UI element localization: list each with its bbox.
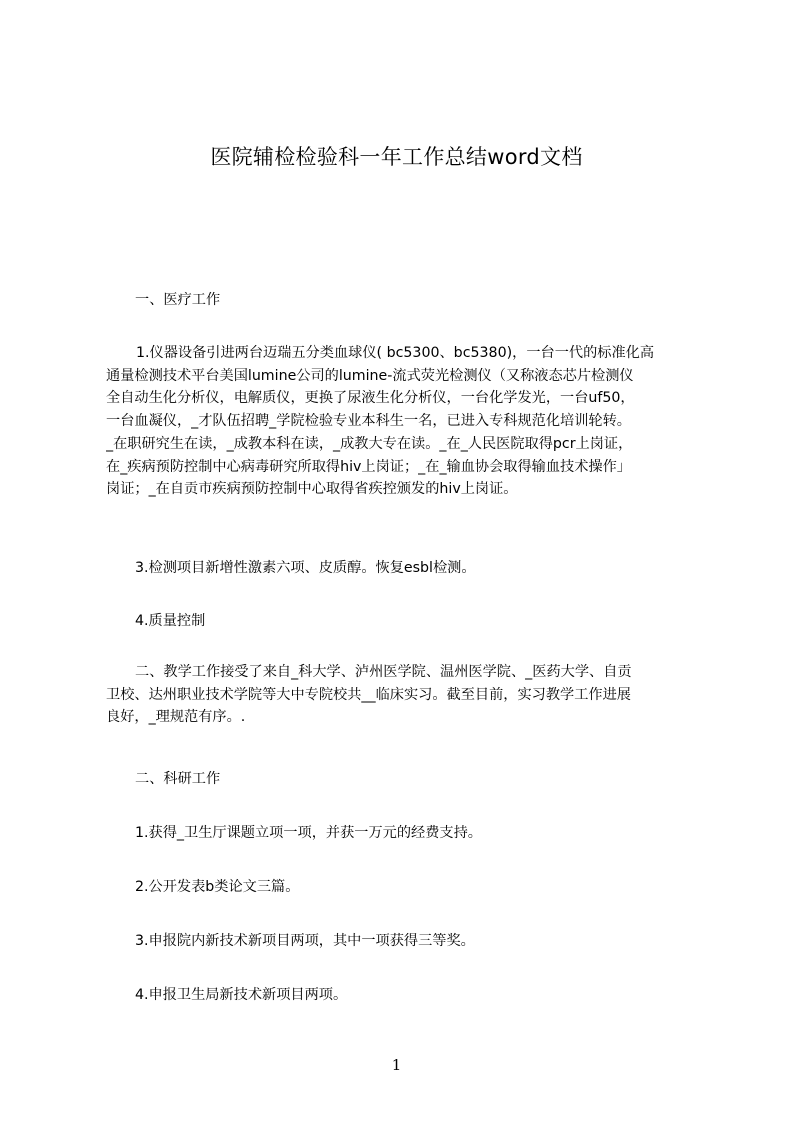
text-line: 4.申报卫生局新技术新项目两项。 [135, 987, 348, 1003]
text-line: 在_疾病预防控制中心病毒研究所取得hiv上岗证；_在_输血协会取得输血技术操作」 [106, 458, 631, 475]
text-line: 全自动生化分析仪，电解质仪，更换了尿液生化分析仪，一台化学发光，一台uf50， [106, 390, 635, 407]
text-line: 一、医疗工作 [135, 292, 221, 308]
text-line: 3.申报院内新技术新项目两项，其中一项获得三等奖。 [135, 933, 475, 949]
paragraph-research-2 [135, 876, 735, 899]
text-line: 通量检测技术平台美国lumine公司的lumine-流式荧光检测仪（又称液态芯片检测仪 [106, 367, 634, 384]
paragraph-quality-control [135, 610, 735, 633]
page-number: 1 [391, 1056, 402, 1074]
text-line: _在职研究生在读，_成教本科在读，_成教大专在读。_在_人民医院取得pcr上岗证， [106, 435, 633, 452]
document-title: 医院辅检检验科一年工作总结word文档 [210, 145, 583, 169]
paragraph-research-3 [135, 930, 735, 953]
paragraph-research-4 [135, 984, 735, 1007]
section-heading-research [135, 768, 735, 791]
paragraph-research-1 [135, 822, 735, 845]
text-line: 卫校、达州职业技术学院等大中专院校共__临床实习。截至目前，实习教学工作进展 [106, 686, 631, 703]
text-line: 岗证；_在自贡市疾病预防控制中心取得省疾控颁发的hiv上岗证。 [106, 481, 518, 498]
text-line: 二、教学工作接受了来自_科大学、泸州医学院、温州医学院、_医药大学、自贡 [135, 664, 632, 680]
section-heading-medical [135, 289, 735, 312]
text-line: 4.质量控制 [135, 613, 206, 629]
text-line: 1.仪器设备引进两台迈瑞五分类血球仪( bc5300、bc5380)，一台一代的标准化高 [136, 345, 655, 361]
text-line: 1.获得_卫生厅课题立项一项，并获一万元的经费支持。 [135, 825, 482, 841]
text-line: 良好，_理规范有序。. [106, 709, 246, 726]
text-line: 二、科研工作 [135, 771, 221, 787]
paragraph-equipment [106, 342, 706, 501]
text-line: 2.公开发表b类论文三篇。 [135, 879, 300, 895]
text-line: 3.检测项目新增性激素六项、皮质醇。恢复esbl检测。 [135, 560, 476, 576]
paragraph-testing-items [135, 557, 735, 580]
paragraph-teaching [106, 661, 706, 729]
text-line: 一台血凝仪，_才队伍招聘_学院检验专业本科生一名，已进入专科规范化培训轮转。 [106, 413, 631, 430]
